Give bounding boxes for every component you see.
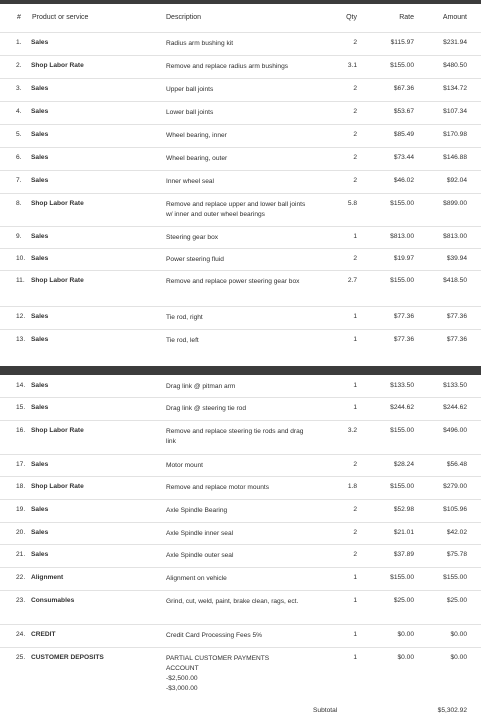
amount: $418.50 xyxy=(443,277,467,284)
amount: $133.50 xyxy=(443,382,467,389)
product-name: Shop Labor Rate xyxy=(31,277,84,284)
rate: $37.89 xyxy=(393,551,414,558)
description: Radius arm bushing kit xyxy=(166,40,234,47)
rate: $73.44 xyxy=(393,154,414,161)
rate: $155.00 xyxy=(390,574,414,581)
rate: $155.00 xyxy=(390,277,414,284)
product-name: Sales xyxy=(31,85,49,92)
quantity: 1 xyxy=(353,574,357,581)
subtotal-value: $5,302.92 xyxy=(437,707,467,714)
header-amount: Amount xyxy=(442,14,467,21)
description: Tie rod, left xyxy=(166,337,199,344)
description: Upper ball joints xyxy=(166,86,214,93)
row-number: 20. xyxy=(16,529,26,536)
description: Inner wheel seal xyxy=(166,178,215,185)
rate: $155.00 xyxy=(390,483,414,490)
quantity: 2 xyxy=(353,131,357,138)
product-name: Sales xyxy=(31,529,49,536)
product-name: Sales xyxy=(31,551,49,558)
product-name: Sales xyxy=(31,39,49,46)
row-number: 21. xyxy=(16,551,26,558)
amount: $39.94 xyxy=(446,255,467,262)
invoice-page-2 xyxy=(0,375,481,720)
product-name: Sales xyxy=(31,336,49,343)
product-name: Sales xyxy=(31,506,49,513)
description: Wheel bearing, inner xyxy=(166,132,227,139)
amount: $231.94 xyxy=(443,39,467,46)
product-name: Sales xyxy=(31,108,49,115)
quantity: 2 xyxy=(353,551,357,558)
table-row xyxy=(0,590,481,625)
description-line: ACCOUNT xyxy=(166,665,199,672)
description: Alignment on vehicle xyxy=(166,575,227,582)
product-name: CUSTOMER DEPOSITS xyxy=(31,654,104,661)
amount: $279.00 xyxy=(443,483,467,490)
amount: $170.98 xyxy=(443,131,467,138)
quantity: 2 xyxy=(353,255,357,262)
product-name: Shop Labor Rate xyxy=(31,427,84,434)
product-name: Alignment xyxy=(31,574,64,581)
product-name: Shop Labor Rate xyxy=(31,483,84,490)
header-product: Product or service xyxy=(32,14,89,21)
amount: $134.72 xyxy=(443,85,467,92)
row-number: 24. xyxy=(16,631,26,638)
quantity: 1 xyxy=(353,654,357,661)
rate: $155.00 xyxy=(390,427,414,434)
table-row xyxy=(0,170,481,194)
amount: $813.00 xyxy=(443,233,467,240)
description: Remove and replace motor mounts xyxy=(166,484,269,491)
description: Axle Spindle outer seal xyxy=(166,552,234,559)
product-name: Sales xyxy=(31,255,49,262)
header-rate: Rate xyxy=(399,14,414,21)
row-number: 13. xyxy=(16,336,26,343)
row-number: 25. xyxy=(16,654,26,661)
row-number: 12. xyxy=(16,313,26,320)
description-line: -$2,500.00 xyxy=(166,675,198,682)
row-number: 23. xyxy=(16,597,26,604)
product-name: Consumables xyxy=(31,597,75,604)
description: Drag link @ steering tie rod xyxy=(166,405,246,412)
row-number: 17. xyxy=(16,461,26,468)
row-number: 5. xyxy=(16,131,22,138)
header-qty: Qty xyxy=(346,14,357,21)
quantity: 5.8 xyxy=(347,200,357,207)
amount: $0.00 xyxy=(450,654,467,661)
rate: $67.36 xyxy=(393,85,414,92)
row-number: 19. xyxy=(16,506,26,513)
row-number: 6. xyxy=(16,154,22,161)
rate: $77.36 xyxy=(393,313,414,320)
rate: $21.01 xyxy=(393,529,414,536)
table-row xyxy=(0,248,481,271)
quantity: 2.7 xyxy=(347,277,357,284)
row-number: 22. xyxy=(16,574,26,581)
table-row xyxy=(0,420,481,455)
rate: $0.00 xyxy=(397,631,414,638)
description: Axle Spindle inner seal xyxy=(166,530,234,537)
invoice-page-1 xyxy=(0,4,481,366)
product-name: Sales xyxy=(31,382,49,389)
row-number: 8. xyxy=(16,200,22,207)
rate: $46.02 xyxy=(393,177,414,184)
amount: $899.00 xyxy=(443,200,467,207)
row-number: 16. xyxy=(16,427,26,434)
quantity: 3.2 xyxy=(347,427,357,434)
description: Power steering fluid xyxy=(166,256,224,263)
table-header xyxy=(0,4,481,33)
rate: $244.62 xyxy=(390,404,414,411)
rate: $28.24 xyxy=(393,461,414,468)
description: Remove and replace radius arm bushings xyxy=(166,63,289,70)
quantity: 2 xyxy=(353,506,357,513)
amount: $146.88 xyxy=(443,154,467,161)
quantity: 2 xyxy=(353,39,357,46)
row-number: 3. xyxy=(16,85,22,92)
table-row xyxy=(0,499,481,523)
quantity: 2 xyxy=(353,154,357,161)
table-row xyxy=(0,397,481,421)
quantity: 1 xyxy=(353,313,357,320)
description: Tie rod, right xyxy=(166,314,203,321)
subtotal-label: Subtotal xyxy=(313,707,338,714)
product-name: Sales xyxy=(31,131,49,138)
quantity: 3.1 xyxy=(347,62,357,69)
description: Lower ball joints xyxy=(166,109,214,116)
table-row xyxy=(0,55,481,79)
quantity: 1 xyxy=(353,336,357,343)
table-row xyxy=(0,476,481,500)
amount: $0.00 xyxy=(450,631,467,638)
quantity: 2 xyxy=(353,108,357,115)
description: Wheel bearing, outer xyxy=(166,155,228,162)
table-row xyxy=(0,78,481,102)
table-row xyxy=(0,454,481,477)
table-row xyxy=(0,544,481,568)
amount: $75.78 xyxy=(446,551,467,558)
description: Credit Card Processing Fees 5% xyxy=(166,632,263,639)
product-name: Shop Labor Rate xyxy=(31,200,84,207)
amount: $56.48 xyxy=(446,461,467,468)
description: Remove and replace steering tie rods and drag link xyxy=(166,428,304,445)
quantity: 1 xyxy=(353,404,357,411)
description: Remove and replace power steering gear box xyxy=(166,278,300,285)
amount: $496.00 xyxy=(443,427,467,434)
row-number: 2. xyxy=(16,62,22,69)
rate: $813.00 xyxy=(390,233,414,240)
quantity: 1 xyxy=(353,382,357,389)
table-row xyxy=(0,329,481,352)
product-name: Shop Labor Rate xyxy=(31,62,84,69)
rate: $85.49 xyxy=(393,131,414,138)
rate: $155.00 xyxy=(390,62,414,69)
description: Drag link @ pitman arm xyxy=(166,383,236,390)
description-line: -$3,000.00 xyxy=(166,685,198,692)
page-break xyxy=(0,366,481,375)
amount: $105.96 xyxy=(443,506,467,513)
table-row xyxy=(0,647,481,703)
quantity: 1 xyxy=(353,631,357,638)
description: Steering gear box xyxy=(166,234,219,241)
row-number: 18. xyxy=(16,483,26,490)
table-row xyxy=(0,101,481,125)
quantity: 1 xyxy=(353,597,357,604)
table-row xyxy=(0,124,481,148)
description: Axle Spindle Bearing xyxy=(166,507,228,514)
quantity: 1.8 xyxy=(347,483,357,490)
quantity: 2 xyxy=(353,529,357,536)
rate: $115.97 xyxy=(390,39,414,46)
amount: $92.04 xyxy=(446,177,467,184)
row-number: 14. xyxy=(16,382,26,389)
amount: $77.36 xyxy=(446,313,467,320)
table-row xyxy=(0,193,481,227)
product-name: Sales xyxy=(31,233,49,240)
rate: $25.00 xyxy=(393,597,414,604)
quantity: 2 xyxy=(353,85,357,92)
header-number: # xyxy=(17,14,21,21)
row-number: 15. xyxy=(16,404,26,411)
amount: $155.00 xyxy=(443,574,467,581)
table-row xyxy=(0,226,481,249)
product-name: Sales xyxy=(31,154,49,161)
table-row xyxy=(0,270,481,307)
rate: $53.67 xyxy=(393,108,414,115)
table-row xyxy=(0,375,481,398)
table-row xyxy=(0,567,481,591)
row-number: 4. xyxy=(16,108,22,115)
table-row xyxy=(0,147,481,171)
rate: $19.97 xyxy=(393,255,414,262)
amount: $480.50 xyxy=(443,62,467,69)
product-name: Sales xyxy=(31,313,49,320)
row-number: 7. xyxy=(16,177,22,184)
quantity: 2 xyxy=(353,461,357,468)
table-row xyxy=(0,306,481,330)
product-name: Sales xyxy=(31,177,49,184)
description: Remove and replace upper and lower ball joints w/ inner and outer wheel bearings xyxy=(166,201,306,218)
amount: $244.62 xyxy=(443,404,467,411)
product-name: Sales xyxy=(31,461,49,468)
amount: $77.36 xyxy=(446,336,467,343)
product-name: CREDIT xyxy=(31,631,56,638)
rate: $52.98 xyxy=(393,506,414,513)
amount: $25.00 xyxy=(446,597,467,604)
row-number: 1. xyxy=(16,39,22,46)
table-row xyxy=(0,624,481,648)
description: Grind, cut, weld, paint, brake clean, rags, ect. xyxy=(166,598,299,605)
rate: $0.00 xyxy=(397,654,414,661)
product-name: Sales xyxy=(31,404,49,411)
table-row xyxy=(0,522,481,545)
row-number: 10. xyxy=(16,255,26,262)
table-row xyxy=(0,32,481,56)
header-description: Description xyxy=(166,14,202,21)
rate: $77.36 xyxy=(393,336,414,343)
rate: $133.50 xyxy=(390,382,414,389)
row-number: 11. xyxy=(16,277,25,284)
quantity: 2 xyxy=(353,177,357,184)
rate: $155.00 xyxy=(390,200,414,207)
amount: $42.02 xyxy=(446,529,467,536)
description: PARTIAL CUSTOMER PAYMENTS xyxy=(166,655,270,662)
description: Motor mount xyxy=(166,462,204,469)
quantity: 1 xyxy=(353,233,357,240)
row-number: 9. xyxy=(16,233,22,240)
amount: $107.34 xyxy=(443,108,467,115)
